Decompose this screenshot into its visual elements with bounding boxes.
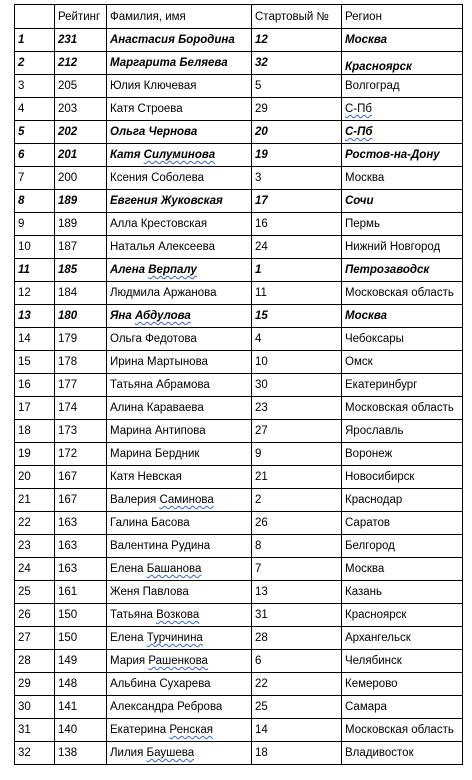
cell-start-number: 30 xyxy=(252,374,342,397)
name-first: Анастасия xyxy=(110,34,175,46)
cell-region xyxy=(342,604,463,627)
name-last: Абдулова xyxy=(134,310,191,322)
region-text: Нижний Новгород xyxy=(345,241,441,253)
name-last: Башанова xyxy=(146,563,202,575)
name-last: Верпалу xyxy=(148,264,197,276)
cell-name xyxy=(107,328,252,351)
cell-place: 12 xyxy=(15,282,55,305)
name-last: Чернова xyxy=(148,126,198,138)
table-row xyxy=(15,167,463,190)
cell-place: 2 xyxy=(15,52,55,75)
name-last: Мартынова xyxy=(147,356,208,368)
cell-rating: 141 xyxy=(55,696,107,719)
cell-place: 19 xyxy=(15,443,55,466)
name-last: Аржанова xyxy=(163,287,217,299)
cell-name xyxy=(107,374,252,397)
cell-start-number: 6 xyxy=(252,650,342,673)
table-row xyxy=(15,213,463,236)
name-first: Яна xyxy=(110,310,132,322)
name-first: Елена xyxy=(110,632,144,644)
cell-place: 15 xyxy=(15,351,55,374)
cell-place: 16 xyxy=(15,374,55,397)
table-row xyxy=(15,512,463,535)
name-last: Жуковская xyxy=(160,195,223,207)
name-first: Маргарита xyxy=(110,57,177,69)
cell-start-number: 24 xyxy=(252,236,342,259)
name-last: Алексеева xyxy=(158,241,215,253)
cell-region xyxy=(342,397,463,420)
cell-region xyxy=(342,627,463,650)
name-first: Ольга xyxy=(110,126,146,138)
cell-rating: 180 xyxy=(55,305,107,328)
cell-place: 18 xyxy=(15,420,55,443)
cell-rating: 189 xyxy=(55,190,107,213)
cell-name xyxy=(107,512,252,535)
cell-start-number: 17 xyxy=(252,190,342,213)
name-last: Строева xyxy=(137,103,183,115)
cell-rating: 202 xyxy=(55,121,107,144)
cell-name xyxy=(107,581,252,604)
cell-region xyxy=(342,443,463,466)
cell-start-number: 5 xyxy=(252,75,342,98)
cell-region xyxy=(342,719,463,742)
region-text: Ростов-на-Дону xyxy=(345,149,440,161)
cell-place: 30 xyxy=(15,696,55,719)
table-row xyxy=(15,466,463,489)
name-last: Реброва xyxy=(177,701,223,713)
cell-place: 4 xyxy=(15,98,55,121)
cell-place: 8 xyxy=(15,190,55,213)
cell-rating: 212 xyxy=(55,52,107,75)
region-text: Московская область xyxy=(345,402,454,414)
cell-rating: 149 xyxy=(55,650,107,673)
name-last: Абрамова xyxy=(156,379,210,391)
name-first: Алла xyxy=(110,218,138,230)
name-first: Катя xyxy=(110,103,135,115)
cell-rating: 167 xyxy=(55,466,107,489)
cell-name xyxy=(107,650,252,673)
name-last: Саминова xyxy=(159,494,214,506)
region-text: Ярославль xyxy=(345,425,404,437)
name-first: Алена xyxy=(110,264,146,276)
table-row xyxy=(15,121,463,144)
cell-name xyxy=(107,535,252,558)
region-text: Белгород xyxy=(345,540,395,552)
header-row xyxy=(15,5,463,29)
cell-rating: 163 xyxy=(55,535,107,558)
name-first: Лилия xyxy=(110,747,144,759)
cell-rating: 167 xyxy=(55,489,107,512)
region-text: Сочи xyxy=(345,195,374,207)
cell-region xyxy=(342,351,463,374)
table-row xyxy=(15,627,463,650)
name-first: Альбина xyxy=(110,678,157,690)
cell-start-number: 10 xyxy=(252,351,342,374)
cell-name xyxy=(107,489,252,512)
cell-rating: 148 xyxy=(55,673,107,696)
table-row xyxy=(15,259,463,282)
cell-region xyxy=(342,535,463,558)
name-last: Беляева xyxy=(179,57,228,69)
table-row xyxy=(15,328,463,351)
name-first: Александра xyxy=(110,701,174,713)
cell-name xyxy=(107,351,252,374)
region-text: Кемерово xyxy=(345,678,398,690)
name-first: Валерия xyxy=(110,494,157,506)
cell-region xyxy=(342,558,463,581)
cell-place: 29 xyxy=(15,673,55,696)
cell-name xyxy=(107,673,252,696)
cell-rating: 177 xyxy=(55,374,107,397)
cell-region xyxy=(342,52,463,75)
region-text: Москва xyxy=(345,310,388,322)
cell-start-number: 12 xyxy=(252,29,342,52)
name-last: Возкова xyxy=(156,609,200,621)
table-row xyxy=(15,420,463,443)
name-first: Женя xyxy=(110,586,140,598)
region-text: Омск xyxy=(345,356,373,368)
region-text: Саратов xyxy=(345,517,391,529)
cell-name xyxy=(107,259,252,282)
cell-place: 31 xyxy=(15,719,55,742)
cell-rating: 201 xyxy=(55,144,107,167)
name-first: Евгения xyxy=(110,195,158,207)
cell-place: 20 xyxy=(15,466,55,489)
cell-place: 32 xyxy=(15,742,55,765)
region-text: Москва xyxy=(345,172,385,184)
cell-rating: 231 xyxy=(55,29,107,52)
cell-name xyxy=(107,627,252,650)
cell-region xyxy=(342,420,463,443)
name-first: Екатерина xyxy=(110,724,167,736)
cell-start-number: 3 xyxy=(252,167,342,190)
cell-region xyxy=(342,282,463,305)
table-row xyxy=(15,98,463,121)
cell-name xyxy=(107,282,252,305)
table-row xyxy=(15,397,463,420)
cell-region xyxy=(342,374,463,397)
table-row xyxy=(15,719,463,742)
name-last: Бердник xyxy=(154,448,200,460)
name-last: Сухарева xyxy=(159,678,211,690)
cell-rating: 150 xyxy=(55,627,107,650)
cell-start-number: 14 xyxy=(252,719,342,742)
name-first: Алина xyxy=(110,402,144,414)
table-row xyxy=(15,650,463,673)
cell-start-number: 18 xyxy=(252,742,342,765)
region-text: Новосибирск xyxy=(345,471,415,483)
name-last: Караваева xyxy=(146,402,204,414)
cell-name xyxy=(107,29,252,52)
cell-rating: 205 xyxy=(55,75,107,98)
table-row xyxy=(15,190,463,213)
name-first: Катя xyxy=(110,471,135,483)
cell-place: 1 xyxy=(15,29,55,52)
cell-region xyxy=(342,512,463,535)
table-row xyxy=(15,374,463,397)
cell-place: 3 xyxy=(15,75,55,98)
cell-name xyxy=(107,420,252,443)
name-first: Татьяна xyxy=(110,609,153,621)
cell-rating: 172 xyxy=(55,443,107,466)
cell-place: 22 xyxy=(15,512,55,535)
cell-place: 10 xyxy=(15,236,55,259)
cell-start-number: 15 xyxy=(252,305,342,328)
cell-start-number: 16 xyxy=(252,213,342,236)
cell-name xyxy=(107,466,252,489)
name-first: Марина xyxy=(110,448,152,460)
name-last: Ключевая xyxy=(143,80,197,92)
region-text: Петрозаводск xyxy=(345,264,430,276)
cell-start-number: 27 xyxy=(252,420,342,443)
cell-start-number: 28 xyxy=(252,627,342,650)
header-start-number: Стартовый № xyxy=(252,5,342,29)
region-text: Красноярск xyxy=(345,61,412,73)
name-last: Басова xyxy=(151,517,190,529)
cell-region xyxy=(342,489,463,512)
cell-place: 13 xyxy=(15,305,55,328)
cell-start-number: 2 xyxy=(252,489,342,512)
name-last: Федотова xyxy=(145,333,197,345)
cell-place: 23 xyxy=(15,535,55,558)
cell-region xyxy=(342,190,463,213)
region-text: Казань xyxy=(345,586,382,598)
cell-rating: 189 xyxy=(55,213,107,236)
cell-region xyxy=(342,650,463,673)
cell-rating: 138 xyxy=(55,742,107,765)
rating-table xyxy=(14,4,463,765)
name-first: Елена xyxy=(110,563,144,575)
name-first: Ксения xyxy=(110,172,148,184)
cell-name xyxy=(107,121,252,144)
cell-rating: 178 xyxy=(55,351,107,374)
cell-place: 11 xyxy=(15,259,55,282)
cell-start-number: 32 xyxy=(252,52,342,75)
cell-start-number: 19 xyxy=(252,144,342,167)
region-text: Чебоксары xyxy=(345,333,404,345)
table-row xyxy=(15,581,463,604)
cell-rating: 187 xyxy=(55,236,107,259)
name-first: Марина xyxy=(110,425,152,437)
table-row xyxy=(15,535,463,558)
name-first: Галина xyxy=(110,517,148,529)
cell-region xyxy=(342,121,463,144)
header-name: Фамилия, имя xyxy=(107,5,252,29)
cell-start-number: 23 xyxy=(252,397,342,420)
region-text: Пермь xyxy=(345,218,380,230)
cell-name xyxy=(107,213,252,236)
cell-rating: 150 xyxy=(55,604,107,627)
cell-rating: 174 xyxy=(55,397,107,420)
cell-region xyxy=(342,75,463,98)
table-row xyxy=(15,558,463,581)
cell-place: 21 xyxy=(15,489,55,512)
cell-name xyxy=(107,558,252,581)
region-text: Москва xyxy=(345,563,385,575)
name-first: Наталья xyxy=(110,241,155,253)
cell-region xyxy=(342,213,463,236)
cell-name xyxy=(107,167,252,190)
name-last: Крестовская xyxy=(140,218,208,230)
cell-start-number: 11 xyxy=(252,282,342,305)
cell-rating: 161 xyxy=(55,581,107,604)
name-last: Невская xyxy=(137,471,182,483)
rating-table-container xyxy=(14,4,462,765)
cell-name xyxy=(107,397,252,420)
table-row xyxy=(15,52,463,75)
cell-rating: 203 xyxy=(55,98,107,121)
cell-region xyxy=(342,673,463,696)
cell-name xyxy=(107,305,252,328)
table-row xyxy=(15,696,463,719)
cell-place: 26 xyxy=(15,604,55,627)
cell-name xyxy=(107,52,252,75)
cell-region xyxy=(342,581,463,604)
name-last: Павлова xyxy=(142,586,189,598)
cell-region xyxy=(342,466,463,489)
cell-rating: 163 xyxy=(55,512,107,535)
name-last: Бородина xyxy=(178,34,235,46)
cell-rating: 179 xyxy=(55,328,107,351)
name-first: Ольга xyxy=(110,333,142,345)
cell-place: 25 xyxy=(15,581,55,604)
cell-name xyxy=(107,144,252,167)
cell-place: 17 xyxy=(15,397,55,420)
cell-start-number: 1 xyxy=(252,259,342,282)
cell-rating: 185 xyxy=(55,259,107,282)
name-first: Ирина xyxy=(110,356,144,368)
name-last: Рудина xyxy=(171,540,211,552)
header-rating: Рейтинг xyxy=(55,5,107,29)
table-row xyxy=(15,305,463,328)
header-place xyxy=(15,5,55,29)
cell-name xyxy=(107,75,252,98)
cell-place: 14 xyxy=(15,328,55,351)
name-last: Турчинина xyxy=(146,632,203,644)
table-row xyxy=(15,29,463,52)
table-row xyxy=(15,742,463,765)
table-row xyxy=(15,236,463,259)
cell-rating: 163 xyxy=(55,558,107,581)
table-row xyxy=(15,351,463,374)
cell-region xyxy=(342,236,463,259)
cell-place: 7 xyxy=(15,167,55,190)
cell-region xyxy=(342,328,463,351)
region-text: Красноярск xyxy=(345,609,407,621)
cell-region xyxy=(342,144,463,167)
cell-region xyxy=(342,29,463,52)
table-row xyxy=(15,443,463,466)
cell-region xyxy=(342,167,463,190)
name-last: Соболева xyxy=(151,172,204,184)
cell-region xyxy=(342,696,463,719)
region-text: С-Пб xyxy=(345,103,372,115)
cell-start-number: 31 xyxy=(252,604,342,627)
cell-start-number: 20 xyxy=(252,121,342,144)
name-first: Юлия xyxy=(110,80,141,92)
cell-start-number: 13 xyxy=(252,581,342,604)
cell-rating: 173 xyxy=(55,420,107,443)
region-text: Владивосток xyxy=(345,747,414,759)
cell-place: 9 xyxy=(15,213,55,236)
cell-name xyxy=(107,98,252,121)
region-text: Москва xyxy=(345,34,388,46)
region-text: Воронеж xyxy=(345,448,393,460)
cell-name xyxy=(107,236,252,259)
cell-start-number: 29 xyxy=(252,98,342,121)
name-last: Ренская xyxy=(169,724,213,736)
table-row xyxy=(15,75,463,98)
cell-name xyxy=(107,719,252,742)
table-row xyxy=(15,604,463,627)
region-text: Краснодар xyxy=(345,494,403,506)
cell-start-number: 8 xyxy=(252,535,342,558)
cell-name xyxy=(107,604,252,627)
cell-start-number: 22 xyxy=(252,673,342,696)
name-first: Татьяна xyxy=(110,379,153,391)
cell-rating: 140 xyxy=(55,719,107,742)
cell-region xyxy=(342,305,463,328)
cell-region xyxy=(342,98,463,121)
name-first: Валентина xyxy=(110,540,168,552)
region-text: Самара xyxy=(345,701,387,713)
cell-start-number: 26 xyxy=(252,512,342,535)
cell-region xyxy=(342,742,463,765)
cell-region xyxy=(342,259,463,282)
name-first: Людмила xyxy=(110,287,161,299)
cell-name xyxy=(107,742,252,765)
name-last: Антипова xyxy=(154,425,206,437)
table-row xyxy=(15,144,463,167)
region-text: С-Пб xyxy=(345,126,373,138)
header-region: Регион xyxy=(342,5,463,29)
cell-name xyxy=(107,696,252,719)
region-text: Екатеринбург xyxy=(345,379,418,391)
cell-name xyxy=(107,190,252,213)
table-row xyxy=(15,489,463,512)
cell-rating: 200 xyxy=(55,167,107,190)
name-first: Мария xyxy=(110,655,146,667)
cell-place: 24 xyxy=(15,558,55,581)
name-last: Рашенкова xyxy=(148,655,208,667)
cell-rating: 184 xyxy=(55,282,107,305)
cell-name xyxy=(107,443,252,466)
name-last: Баушева xyxy=(146,747,195,759)
region-text: Челябинск xyxy=(345,655,402,667)
table-row xyxy=(15,673,463,696)
cell-place: 27 xyxy=(15,627,55,650)
cell-place: 28 xyxy=(15,650,55,673)
region-text: Архангельск xyxy=(345,632,411,644)
cell-start-number: 21 xyxy=(252,466,342,489)
cell-start-number: 4 xyxy=(252,328,342,351)
region-text: Волгоград xyxy=(345,80,400,92)
cell-place: 5 xyxy=(15,121,55,144)
cell-place: 6 xyxy=(15,144,55,167)
region-text: Московская область xyxy=(345,724,454,736)
cell-start-number: 7 xyxy=(252,558,342,581)
table-row xyxy=(15,282,463,305)
name-first: Катя xyxy=(110,149,141,161)
cell-start-number: 25 xyxy=(252,696,342,719)
cell-start-number: 9 xyxy=(252,443,342,466)
region-text: Московская область xyxy=(345,287,454,299)
name-last: Силуминова xyxy=(143,149,216,161)
